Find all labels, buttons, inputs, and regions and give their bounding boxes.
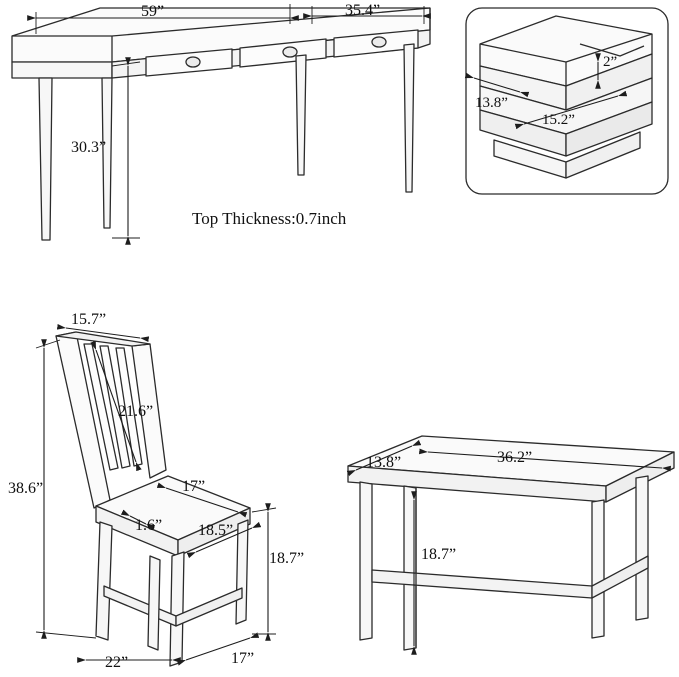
dim-drawer-width: 15.2” bbox=[542, 112, 575, 128]
dim-table-depth: 35.4” bbox=[345, 2, 381, 19]
dim-chair-footprint-width: 22” bbox=[105, 654, 129, 671]
dim-chair-total-height: 38.6” bbox=[8, 480, 44, 497]
dim-chair-seat-width: 18.5” bbox=[198, 522, 234, 539]
dim-chair-footprint-depth: 17” bbox=[231, 650, 255, 667]
dim-bench-depth: 13.8” bbox=[366, 454, 402, 471]
chair-drawing bbox=[56, 332, 250, 666]
dim-drawer-height: 2” bbox=[603, 54, 618, 70]
dim-chair-back-height: 21.6” bbox=[118, 403, 154, 420]
dim-chair-seat-depth: 17” bbox=[182, 478, 206, 495]
dim-table-width: 59” bbox=[141, 3, 165, 20]
dim-chair-seat-thickness: 1.6” bbox=[135, 517, 163, 534]
note-top-thickness: Top Thickness:0.7inch bbox=[192, 209, 347, 228]
dim-table-height: 30.3” bbox=[71, 139, 107, 156]
dim-chair-back-width: 15.7” bbox=[71, 311, 107, 328]
dim-bench-height: 18.7” bbox=[421, 546, 457, 563]
dim-chair-seat-height: 18.7” bbox=[269, 550, 305, 567]
table-drawing bbox=[12, 8, 430, 240]
dim-drawer-depth: 13.8” bbox=[475, 95, 508, 111]
dim-bench-width: 36.2” bbox=[497, 449, 533, 466]
